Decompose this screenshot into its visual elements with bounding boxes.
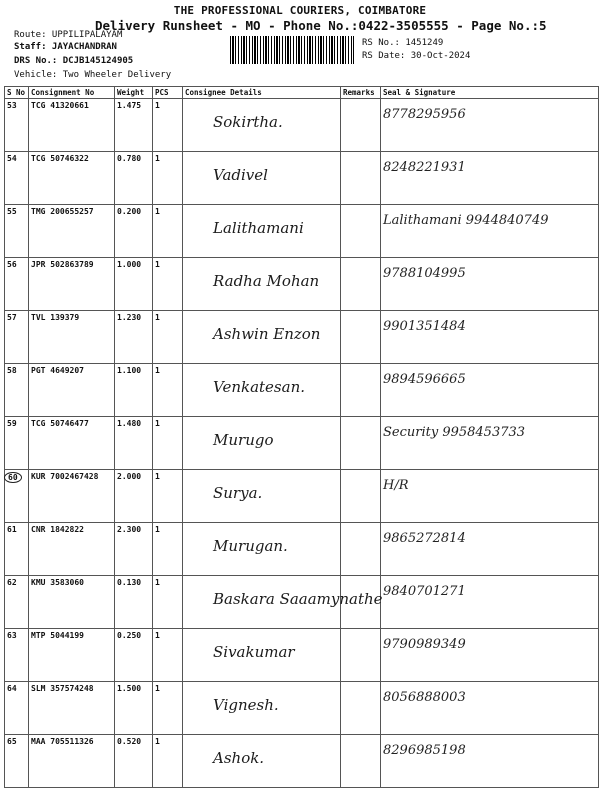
row-pcs [153,682,183,735]
row-weight-text: 2.000 [117,472,142,481]
runsheet-table [4,86,599,788]
row-weight [115,417,153,470]
row-weight [115,99,153,152]
row-signature [381,152,599,205]
row-remarks [341,311,381,364]
row-consignment [29,735,115,788]
table-row [5,152,599,205]
table-row [5,364,599,417]
row-consignee [183,364,341,417]
row-remarks [341,99,381,152]
row-sno-text: 61 [7,525,17,534]
row-weight-text: 0.200 [117,207,142,216]
row-signature-text: 9790989349 [383,637,466,652]
row-remarks [341,735,381,788]
row-weight-text: 0.250 [117,631,142,640]
row-pcs [153,258,183,311]
rs-date: RS Date: 30-Oct-2024 [362,51,471,61]
vehicle-label: Vehicle: Two Wheeler Delivery [14,70,172,80]
row-weight-text: 1.475 [117,101,142,110]
row-consignee-text: Baskara Saaamynathe [213,590,383,608]
route-label: Route: UPPILIPALAYAM [14,30,123,40]
row-consignment-text: TCG 41320661 [31,101,89,110]
table-row [5,417,599,470]
row-consignment [29,364,115,417]
row-pcs [153,735,183,788]
row-consignee-text: Murugo [213,431,274,449]
row-consignee-text: Surya. [213,484,263,502]
row-consignee-text: Lalithamani [213,219,304,237]
row-consignment-text: TVL 139379 [31,313,80,322]
row-consignment [29,629,115,682]
row-pcs [153,629,183,682]
row-pcs-text: 1 [155,419,160,428]
row-consignment [29,417,115,470]
row-weight-text: 0.520 [117,737,142,746]
row-consignee [183,99,341,152]
row-weight [115,364,153,417]
row-weight [115,152,153,205]
row-sno [5,364,29,417]
row-consignee [183,629,341,682]
row-weight [115,629,153,682]
row-consignee [183,417,341,470]
row-consignment [29,682,115,735]
row-consignee-text: Ashok. [213,749,265,767]
row-signature [381,417,599,470]
col-consignee: Consignee Details [183,87,341,99]
row-pcs-text: 1 [155,154,160,163]
row-pcs-text: 1 [155,737,160,746]
row-consignment [29,470,115,523]
row-weight-text: 1.500 [117,684,142,693]
row-signature [381,99,599,152]
row-consignee [183,152,341,205]
row-signature [381,470,599,523]
row-pcs [153,311,183,364]
row-sno [5,523,29,576]
row-sno-text: 64 [7,684,17,693]
row-pcs [153,523,183,576]
row-pcs-text: 1 [155,366,160,375]
row-weight [115,576,153,629]
row-sno [5,205,29,258]
row-sno [5,417,29,470]
row-consignment-text: MAA 705511326 [31,737,94,746]
row-weight-text: 1.100 [117,366,142,375]
row-signature [381,364,599,417]
row-sno-text: 54 [7,154,17,163]
row-weight-text: 2.300 [117,525,142,534]
row-sno [5,576,29,629]
row-weight [115,682,153,735]
row-pcs-text: 1 [155,631,160,640]
table-header-row [5,87,599,99]
row-remarks [341,523,381,576]
row-signature [381,311,599,364]
row-weight [115,470,153,523]
row-consignment-text: CNR 1842822 [31,525,84,534]
row-consignment-text: PGT 4649207 [31,366,84,375]
row-signature-text: 8296985198 [383,743,466,758]
rs-number: RS No.: 1451249 [362,38,444,48]
row-consignee-text: Sokirtha. [213,113,283,131]
row-consignee-text: Vadivel [213,166,268,184]
col-consignment: Consignment No [29,87,115,99]
row-pcs-text: 1 [155,207,160,216]
row-sno-text: 60 [4,472,22,483]
row-sno [5,311,29,364]
row-signature [381,205,599,258]
row-consignment [29,311,115,364]
row-sno-text: 57 [7,313,17,322]
row-consignee-text: Vignesh. [213,696,279,714]
row-consignment [29,523,115,576]
barcode-image [230,36,354,64]
row-consignment-text: KMU 3583060 [31,578,84,587]
row-weight [115,311,153,364]
row-sno-text: 63 [7,631,17,640]
row-remarks [341,629,381,682]
row-sno-text: 65 [7,737,17,746]
row-pcs [153,417,183,470]
row-consignment-text: TMG 200655257 [31,207,94,216]
row-consignment [29,576,115,629]
row-signature [381,735,599,788]
row-pcs-text: 1 [155,260,160,269]
col-remarks: Remarks [341,87,381,99]
row-sno [5,682,29,735]
row-pcs-text: 1 [155,472,160,481]
col-weight: Weight [115,87,153,99]
row-consignment-text: TCG 50746322 [31,154,89,163]
row-consignment-text: TCG 50746477 [31,419,89,428]
row-signature-text: 9865272814 [383,531,466,546]
row-signature-text: 8056888003 [383,690,466,705]
row-sno-text: 59 [7,419,17,428]
row-signature-text: 9894596665 [383,372,466,387]
row-consignee-text: Venkatesan. [213,378,305,396]
row-consignment [29,152,115,205]
row-weight [115,205,153,258]
row-sno [5,99,29,152]
row-consignee [183,205,341,258]
row-consignee [183,735,341,788]
row-consignment [29,258,115,311]
table-row [5,470,599,523]
row-signature-text: Security 9958453733 [383,425,526,440]
table-row [5,682,599,735]
row-pcs [153,364,183,417]
row-sno-text: 53 [7,101,17,110]
row-weight [115,735,153,788]
row-pcs-text: 1 [155,684,160,693]
col-signature: Seal & Signature [381,87,599,99]
row-consignment-text: MTP 5044199 [31,631,84,640]
table-row [5,735,599,788]
row-consignment [29,205,115,258]
row-consignment-text: KUR 7002467428 [31,472,99,481]
row-signature-text: 8248221931 [383,160,466,175]
row-consignee [183,311,341,364]
row-remarks [341,205,381,258]
table-row [5,205,599,258]
row-consignee [183,523,341,576]
row-consignee-text: Sivakumar [213,643,295,661]
row-remarks [341,258,381,311]
row-signature-text: 9840701271 [383,584,466,599]
row-signature-text: 9901351484 [383,319,466,334]
row-consignee [183,576,383,629]
table-row [5,311,599,364]
table-row [5,576,599,629]
drs-label: DRS No.: DCJB145124905 [14,56,134,66]
row-remarks [341,470,381,523]
row-sno-text: 56 [7,260,17,269]
row-sno [5,629,29,682]
runsheet-title: Delivery Runsheet - MO - Phone No.:0422-3505555 - Page No.:5 [95,18,547,33]
row-pcs [153,205,183,258]
staff-label: Staff: JAYACHANDRAN [14,42,117,52]
row-signature-text: 8778295956 [383,107,466,122]
row-consignment-text: SLM 357574248 [31,684,94,693]
row-sno [5,152,29,205]
row-consignment [29,99,115,152]
col-pcs: PCS [153,87,183,99]
row-weight-text: 1.000 [117,260,142,269]
row-pcs-text: 1 [155,101,160,110]
row-weight-text: 0.780 [117,154,142,163]
row-consignee [183,258,341,311]
row-pcs [153,470,183,523]
row-pcs-text: 1 [155,578,160,587]
row-signature [381,258,599,311]
row-sno [5,735,29,788]
row-signature-text: 9788104995 [383,266,466,281]
row-signature [381,682,599,735]
row-pcs [153,99,183,152]
row-sno [5,470,29,523]
row-remarks [341,364,381,417]
row-pcs [153,576,183,629]
row-sno [5,258,29,311]
row-consignee-text: Ashwin Enzon [213,325,321,343]
table-row [5,523,599,576]
row-consignment-text: JPR 502863789 [31,260,94,269]
row-signature-text: Lalithamani 9944840749 [383,213,549,228]
row-signature [381,629,599,682]
table-row [5,258,599,311]
row-pcs-text: 1 [155,313,160,322]
row-consignee [183,470,341,523]
row-weight-text: 1.480 [117,419,142,428]
row-remarks [341,417,381,470]
row-remarks [341,682,381,735]
row-pcs-text: 1 [155,525,160,534]
row-weight-text: 1.230 [117,313,142,322]
row-sno-text: 62 [7,578,17,587]
col-sno: S No [5,87,29,99]
row-consignee-text: Murugan. [213,537,288,555]
row-consignee [183,682,341,735]
table-row [5,629,599,682]
row-sno-text: 58 [7,366,17,375]
row-signature-text: H/R [383,478,409,493]
row-weight [115,523,153,576]
row-consignee-text: Radha Mohan [213,272,320,290]
row-remarks [341,152,381,205]
table-row [5,99,599,152]
row-signature [381,576,599,629]
company-title: THE PROFESSIONAL COURIERS, COIMBATORE [173,4,427,17]
row-pcs [153,152,183,205]
row-weight-text: 0.130 [117,578,142,587]
row-weight [115,258,153,311]
row-sno-text: 55 [7,207,17,216]
row-signature [381,523,599,576]
